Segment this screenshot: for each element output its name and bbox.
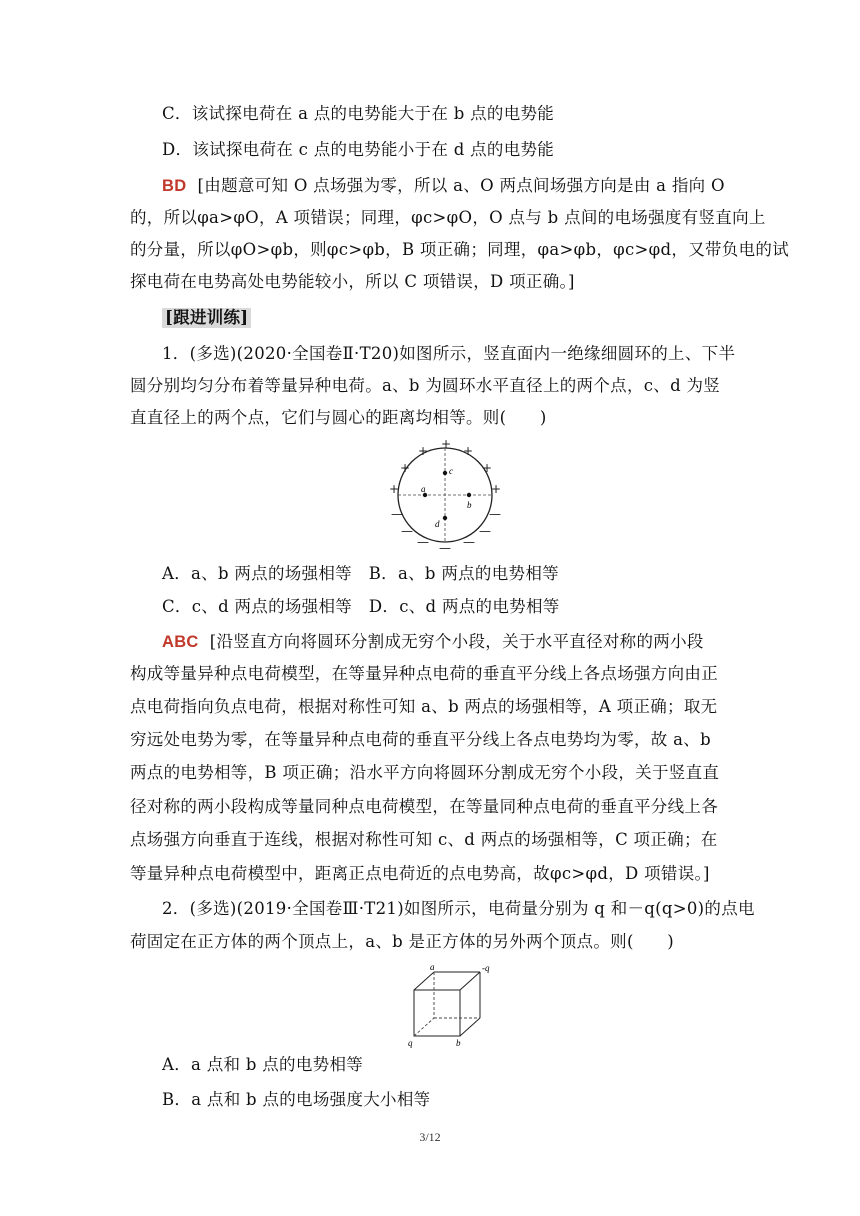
cube-edge	[414, 972, 434, 990]
minus-sign: —	[417, 535, 429, 549]
minus-sign: —	[439, 541, 451, 553]
option-d: D．该试探电荷在 c 点的电势能小于在 d 点的电势能	[162, 140, 555, 159]
option-c: C．该试探电荷在 a 点的电势能大于在 b 点的电势能	[162, 104, 555, 123]
plus-sign: +	[441, 438, 452, 451]
cube-front-face	[414, 990, 460, 1036]
answer-label: BD	[162, 177, 187, 195]
answer-line: 点场强方向垂直于连线，根据对称性可知 c、d 两点的场强相等，C 项正确；在	[130, 830, 718, 849]
cube-hidden-edge	[414, 1018, 434, 1036]
minus-sign: —	[391, 507, 403, 521]
plus-sign: +	[482, 461, 493, 475]
answer-line: 构成等量异种点电荷模型，在等量异种点电荷的垂直平分线上各点场强方向由正	[130, 664, 718, 683]
point-d	[443, 516, 447, 520]
answer-line: 探电荷在电势高处电势能较小，所以 C 项错误，D 项正确。]	[130, 272, 575, 291]
cube-figure	[400, 962, 500, 1048]
answer-line: 穷远处电势为零，在等量异种点电荷的垂直平分线上各点电势均为零，故 a、b	[130, 730, 711, 749]
plus-sign: +	[389, 482, 400, 496]
option-b: B．a 点和 b 点的电场强度大小相等	[162, 1090, 431, 1109]
minus-sign: —	[489, 507, 501, 521]
plus-sign: +	[418, 444, 429, 458]
question-line: 1．(多选)(2020·全国卷Ⅱ·T20)如图所示，竖直面内一绝缘细圆环的上、下半	[162, 344, 736, 363]
point-b	[467, 493, 471, 497]
question-line: 圆分别均匀分布着等量异种电荷。a、b 为圆环水平直径上的两个点，c、d 为竖	[130, 376, 721, 395]
answer-line	[162, 632, 762, 652]
section-tag: [跟进训练]	[162, 308, 251, 328]
answer-text: [沿竖直方向将圆环分割成无穷个小段，关于水平直径对称的两小段	[209, 632, 704, 651]
answer-line	[162, 176, 762, 196]
ring-figure	[385, 438, 510, 553]
answer-line: 等量异种点电荷模型中，距离正点电荷近的点电势高，故φc>φd，D 项错误。]	[130, 864, 710, 883]
label-d: d	[435, 519, 440, 529]
label-c: c	[449, 466, 453, 476]
minus-sign: —	[401, 524, 413, 538]
answer-line: 径对称的两小段构成等量同种点电荷模型，在等量同种点电荷的垂直平分线上各	[130, 797, 718, 816]
point-c	[443, 471, 447, 475]
label-neg-q: -q	[482, 963, 490, 973]
answer-label: ABC	[162, 633, 199, 651]
section-heading	[162, 308, 762, 328]
cube-edge	[460, 972, 480, 990]
plus-sign: +	[491, 482, 502, 496]
options-row: A．a、b 两点的场强相等 B．a、b 两点的电势相等	[162, 564, 559, 583]
label-a: a	[430, 962, 435, 972]
question-line: 直直径上的两个点，它们与圆心的距离均相等。则( )	[130, 408, 547, 427]
label-q: q	[408, 1038, 413, 1048]
label-a: a	[421, 484, 426, 494]
options-row: C．c、d 两点的场强相等 D．c、d 两点的电势相等	[162, 597, 560, 616]
answer-line: 点电荷指向负点电荷，根据对称性可知 a、b 两点的场强相等，A 项正确；取无	[130, 697, 718, 716]
plus-sign: +	[463, 444, 474, 458]
cube-edge	[460, 1018, 480, 1036]
plus-sign: +	[400, 461, 411, 475]
page-number: 3/12	[419, 1130, 441, 1144]
option-a: A．a 点和 b 点的电势相等	[162, 1055, 364, 1074]
question-line: 2．(多选)(2019·全国卷Ⅲ·T21)如图所示，电荷量分别为 q 和－q(q>0)的点电	[162, 899, 755, 918]
question-line: 荷固定在正方体的两个顶点上，a、b 是正方体的另外两个顶点。则( )	[130, 932, 675, 951]
answer-line: 的，所以φa>φO，A 项错误；同理，φc>φO，O 点与 b 点间的电场强度有竖直向上	[130, 208, 766, 227]
answer-line: 两点的电势相等，B 项正确；沿水平方向将圆环分割成无穷个小段，关于竖直直	[130, 763, 720, 782]
answer-line: 的分量，所以φO>φb，则φc>φb，B 项正确；同理，φa>φb，φc>φd，又带负电的试	[130, 240, 789, 259]
label-b: b	[456, 1038, 461, 1048]
answer-text: [由题意可知 O 点场强为零，所以 a、O 两点间场强方向是由 a 指向 O	[197, 176, 725, 195]
minus-sign: —	[479, 524, 491, 538]
minus-sign: —	[463, 535, 475, 549]
label-b: b	[467, 500, 472, 510]
